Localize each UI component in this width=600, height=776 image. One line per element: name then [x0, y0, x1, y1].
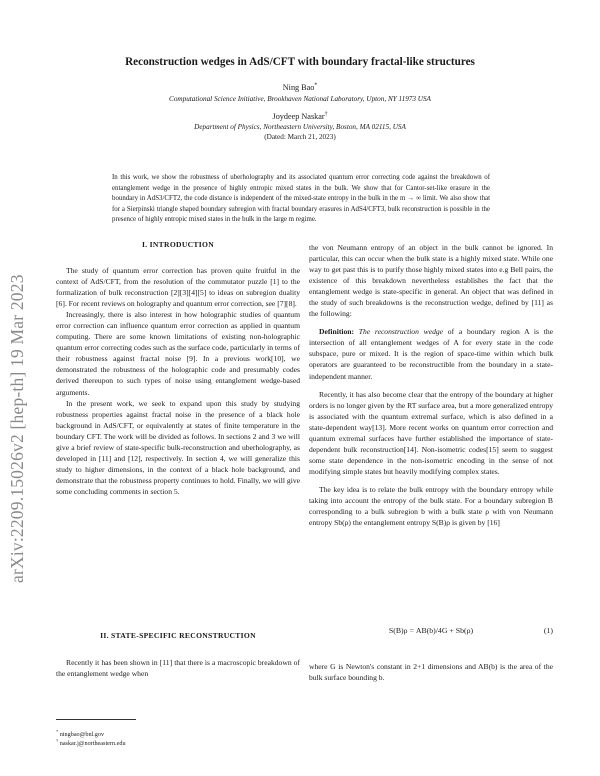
right-paragraph-1: Recently, it has also become clear that the entropy of the boundary at higher orders is no longer given by the RT surface area, but a more generalized entropy is associated with the quantum extremal surface, which is also defined in a state-dependent way[13]. More recent works on quantum error correction and quantum extremal surfaces have further established the importance of state-dependent bulk reconstruction[14]. Non-isometric codes[15] seem to suggest some state dependence in the non-isometric encoding in the sense of not modifying simple states but heavily modifying complex states.	[309, 389, 553, 476]
paper-title: Reconstruction wedges in AdS/CFT with boundary fractal-like structures	[125, 56, 475, 68]
footnote-2-mark: †	[56, 737, 59, 743]
right-column-body	[309, 242, 553, 528]
date-line: (Dated: March 21, 2023)	[264, 133, 336, 141]
right-paragraph-continued: the von Neumann entropy of an object in the bulk cannot be ignored. In particular, this can occur when the bulk state is a highly mixed state. While one way to get past this is to purify those highly mixed states into e.g Bell pairs, the existence of this breakdown nevertheless establishes the fact that the entanglement wedge is state-specific in general. An object that was defined in the study of such breakdowns is the reconstruction wedge, defined by [11] as the following:	[309, 243, 553, 319]
section-1-heading: I. INTRODUCTION	[141, 240, 214, 249]
section-2-body	[56, 657, 300, 679]
intro-paragraph-2: Increasingly, there is also interest in how holographic studies of quantum error correction can influence quantum error correction as applied in quantum computing. There are some known limitations of existing non-holographic quantum error correcting codes such as the surface code, particularly in terms of their robustness against fractal noise [9]. In a previous work[10], we demonstrated the robustness of the holographic code and presumably codes derived thereupon to such types of noise using entanglement wedge-based arguments.	[56, 310, 300, 397]
definition-label: Definition:	[319, 327, 355, 337]
author-1-affiliation: Computational Science Initiative, Brookhaven National Laboratory, Upton, NY 11973 USA	[169, 95, 431, 103]
footnote-1-mark: *	[56, 728, 59, 734]
definition-text: of a boundary region A is the intersection of all entanglement wedges of A for every state in the code subspace, pure or mixed. It is the region of space-time within which bulk operators are guaranteed to be reconstructible from the boundary in a state-independent manner.	[309, 327, 553, 381]
arxiv-identifier-stamp: arXiv:2209.15026v2 [hep-th] 19 Mar 2023	[7, 274, 27, 583]
abstract: In this work, we show the robustness of uberholography and its associated quantum error correcting code against the breakdown of entanglement wedge in the presence of highly entropic mixed states in the bulk. We show that for Cantor-set-like erasure in the boundary in AdS3/CFT2, the code distance is independent of the mixed-state entropy in the bulk in the m → ∞ limit. We also show that for a Sierpinski triangle shaped boundary subregion with fractal boundary erasures in AdS4/CFT3, bulk reconstruction is possible in the presence of highly entropic mixed states in the bulk in the large m regime.	[112, 174, 490, 223]
right-column-after-equation	[309, 661, 553, 683]
footnote-rule	[56, 719, 136, 720]
author-2-affiliation: Department of Physics, Northeastern University, Boston, MA 02115, USA	[194, 123, 406, 131]
author-1-footnote-mark: *	[314, 82, 318, 89]
author-name	[60, 112, 540, 121]
left-column-body	[56, 265, 300, 497]
intro-paragraph-1: The study of quantum error correction has proven quite fruitful in the context of AdS/CFT, from the resolution of the commutator puzzle [1] to the formalization of bulk reconstruction [2][3][4][5] to ideas on subregion duality [6]. For recent reviews on holography and quantum error correction, see [7][8].	[56, 266, 300, 309]
author-1-name: Ning Bao	[282, 83, 315, 92]
right-paragraph-2: The key idea is to relate the bulk entropy with the boundary entropy while taking into account the entropy of the bulk state. For a boundary subregion B corresponding to a bulk subregion b with a bulk state ρ with von Neumann entropy Sb(ρ) the entanglement entropy S(B)ρ is given by [16]	[309, 484, 553, 528]
state-specific-paragraph-1: Recently it has been shown in [11] that there is a macroscopic breakdown of the entanglement wedge when	[56, 658, 300, 679]
author-2-name: Joydeep Naskar	[272, 112, 325, 121]
equation-1: S(B)ρ = AB(b)/4G + Sb(ρ)	[388, 626, 474, 635]
definition-paragraph	[309, 326, 553, 381]
equation-1-number: (1)	[543, 626, 553, 635]
right-paragraph-3: where G is Newton's constant in 2+1 dimensions and AB(b) is the area of the bulk surface bounding b.	[309, 662, 553, 683]
footnote-1-email: ningbao@bnl.gov	[59, 731, 105, 738]
footnote-2-email: naskar.j@northeastern.edu	[59, 740, 126, 747]
definition-term: The reconstruction wedge	[358, 327, 444, 337]
footnotes	[56, 730, 300, 748]
section-2-heading: II. STATE-SPECIFIC RECONSTRUCTION	[100, 631, 256, 640]
footnote-1	[56, 730, 300, 739]
author-2-footnote-mark: †	[324, 111, 328, 118]
author-name	[60, 83, 540, 92]
intro-paragraph-3: In the present work, we seek to expand upon this study by studying robustness properties against fractal noise in the presence of a black hole background in AdS/CFT, or equivalently at states of finite temperature in the boundary CFT. The work will be divided as follows. In sections 2 and 3 we will give a brief review of state-specific bulk-reconstruction and uberholography, as developed in [11] and [12], respectively. In section 4, we will generalize this study to higher dimensions, in the context of a black hole background, and demonstrate that the robustness property continues to hold. Finally, we will give some concluding comments in section 5.	[56, 398, 300, 496]
footnote-2	[56, 739, 300, 748]
